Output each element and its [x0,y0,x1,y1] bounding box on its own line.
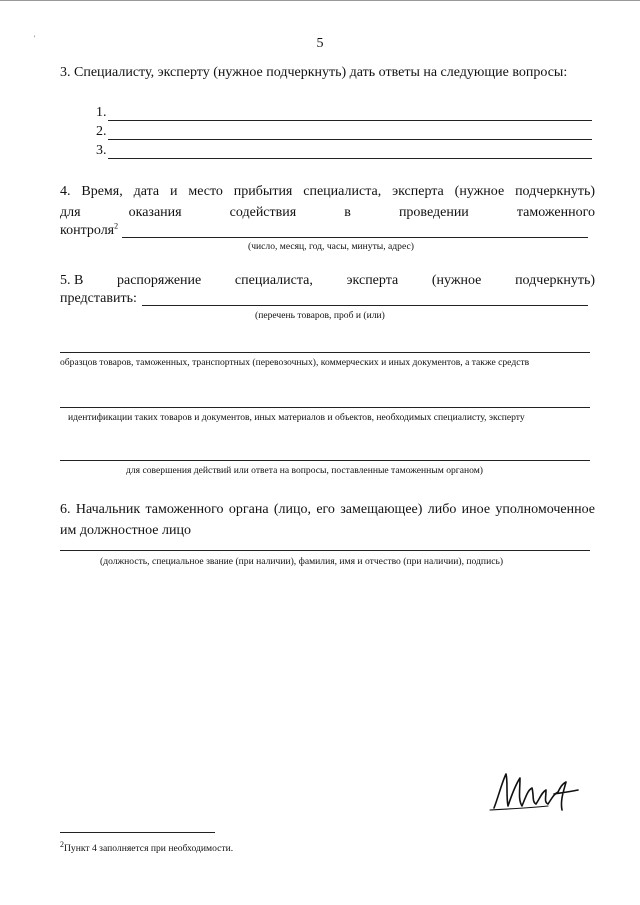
section-4-word: для [60,205,81,220]
section-4-line-3 [60,223,118,239]
section-4-word: содействия [229,205,297,220]
section-4-word: оказания [128,205,182,220]
section-6-fill-line [60,550,590,551]
section-5-word: 5. В [60,273,84,288]
section-5-caption-1: (перечень товаров, проб и (или) [255,310,385,321]
section-5-word: подчеркнуть) [515,273,595,288]
section-5-fill-line-3 [60,407,590,408]
section-4-line-2 [60,202,595,223]
question-2-line [108,139,592,140]
footnote-reference: 2 [114,221,119,231]
section-3-text: 3. Специалисту, эксперту (нужное подчеркнуть) дать ответы на следующие вопросы: [60,65,568,80]
question-2-number: 2. [96,124,107,139]
section-4-caption: (число, месяц, год, часы, минуты, адрес) [248,241,414,252]
section-6-caption: (должность, специальное звание (при наличии), фамилия, имя и отчество (при наличии), подпись) [100,556,504,567]
question-1-number: 1. [96,105,107,120]
section-5-word: (нужное [431,273,482,288]
section-5-line-2: представить: [60,291,137,306]
question-3-number: 3. [96,143,107,158]
section-4-word: таможенного [516,205,595,220]
footnote [60,839,234,854]
section-4-word: проведении [398,205,469,220]
question-1-line [108,120,592,121]
section-5-fill-line-4 [60,460,590,461]
section-4-fill-line [122,237,588,238]
section-5-fill-line-1 [142,305,588,306]
footnote-marker: 2 [60,839,64,849]
section-5-word: специалиста, [234,273,313,288]
section-5-caption-3: идентификации таких товаров и документов, иных материалов и объектов, необходимых специалисту, эксперту [68,412,525,423]
section-5-fill-line-2 [60,352,590,353]
question-3-line [108,158,592,159]
page-number: 5 [316,36,324,51]
section-5-word: эксперта [346,273,399,288]
section-4-line-1: 4. Время, дата и место прибытия специалиста, эксперта (нужное подчеркнуть) [60,184,595,199]
section-5-word: распоряжение [117,273,202,288]
page-top-edge [0,0,640,2]
section-5-caption-2: образцов товаров, таможенных, транспортных (перевозочных), коммерческих и иных документов, а также средств [60,357,530,368]
footnote-separator [60,832,215,833]
section-6-text: 6. Начальник таможенного органа (лицо, его замещающее) либо иное уполномоченное им должностное лицо [60,502,595,538]
footnote-text: Пункт 4 заполняется при необходимости. [64,843,234,854]
section-5-caption-4: для совершения действий или ответа на вопросы, поставленные таможенным органом) [126,465,484,476]
handwritten-signature [488,768,584,816]
scan-mark: ' [34,34,36,43]
section-5-line-1 [60,270,595,291]
section-4-line-3-text: контроля [60,223,115,238]
section-4-word: в [344,205,351,220]
